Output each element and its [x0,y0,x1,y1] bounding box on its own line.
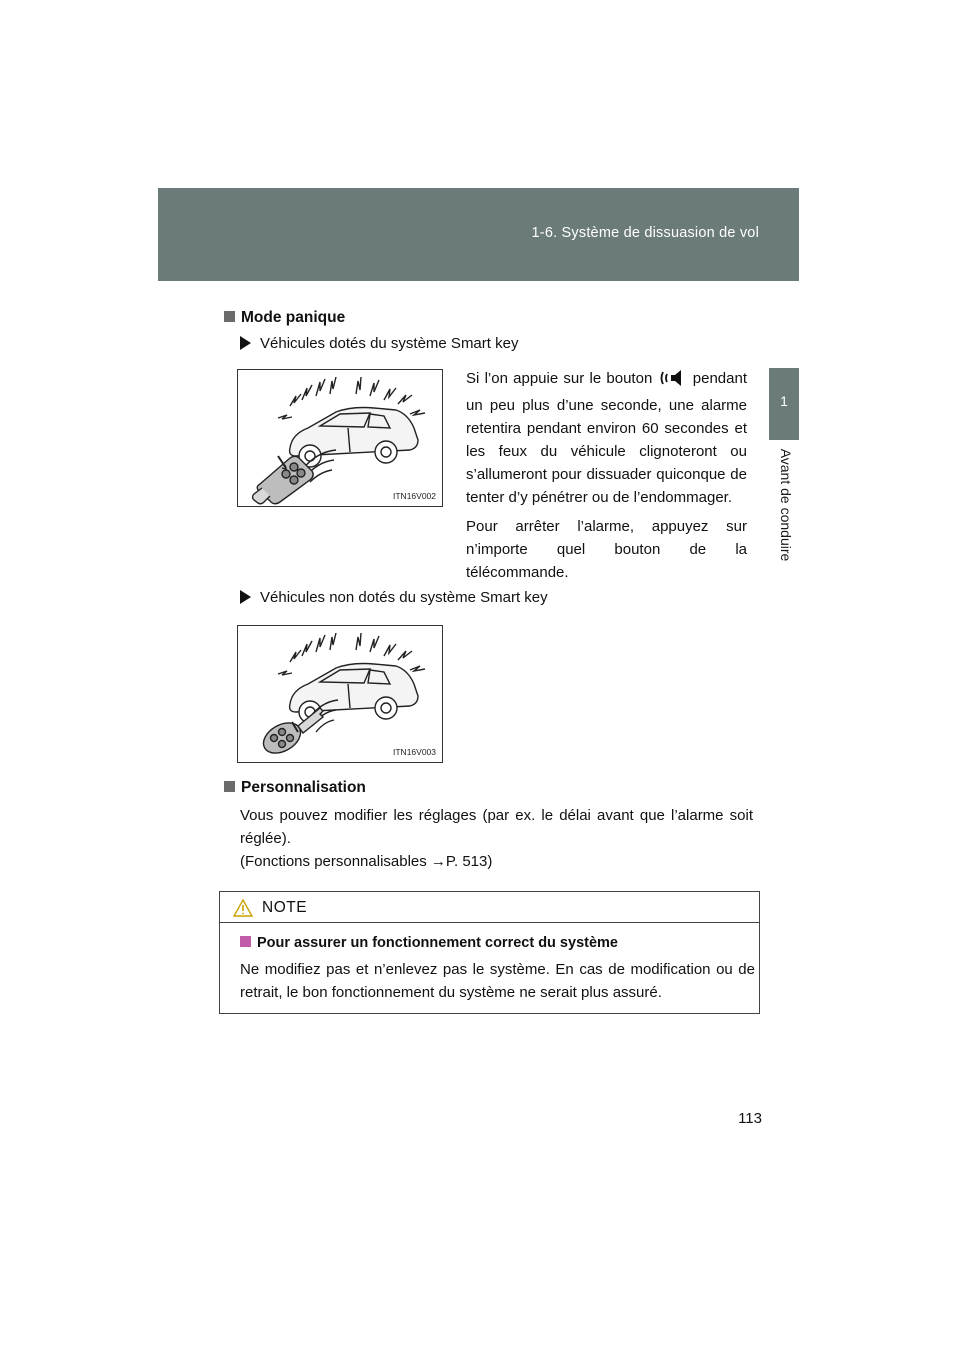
bullet-no-smart-key [240,589,548,606]
heading-text: Mode panique [241,309,346,326]
heading-personnalisation [224,779,366,797]
note-text: Ne modifiez pas et n’enlevez pas le système. En cas de modification ou de retrait, le bon fonctionnement du système ne serait plus assuré. [240,961,755,1001]
paragraph-panic-description [466,367,747,509]
cross-reference: (Fonctions personnalisables →P. 513) [240,853,493,870]
bullet-text: Véhicules non dotés du système Smart key [260,589,548,606]
figure-code: ITN16V003 [393,747,436,757]
paragraph-personnalisation: Vous pouvez modifier les réglages (par ex. le délai avant que l’alarme soit réglée). [240,807,753,847]
note-subheading-text: Pour assurer un fonctionnement correct du système [257,935,618,951]
bullet-smart-key [240,335,518,352]
note-title: NOTE [262,899,308,916]
para-text-after-icon: pendant un peu plus d’une seconde, une alarme retentira pendant environ 60 secondes et les feux du véhicule clignoteront ou s’allumeront pour dissuader quiconque de tenter d’y pénétrer ou de l’endommager. [466,370,747,506]
figure-code: ITN16V002 [393,491,436,501]
paragraph-stop-alarm: Pour arrêter l’alarme, appuyez sur n’importe quel bouton de la télécommande. [466,518,747,581]
bullet-text: Véhicules dotés du système Smart key [260,335,519,352]
warning-triangle-icon [232,898,254,923]
chapter-number: 1 [780,393,788,409]
panic-alarm-icon [660,369,686,394]
section-title: 1-6. Système de dissuasion de vol [531,225,759,241]
chapter-label: Avant de conduire [778,448,794,562]
heading-text: Personnalisation [241,779,366,796]
arrow-bullet-icon [240,336,251,350]
car-alarm-smart-key-illustration [238,370,444,508]
note-header [220,892,759,923]
car-alarm-key-illustration [238,626,444,764]
note-subheading [240,935,618,951]
note-box [219,891,760,1014]
heading-square-icon [224,781,235,792]
heading-mode-panique [224,309,345,327]
header-band [158,188,799,281]
page-number: 113 [738,1110,762,1127]
heading-square-icon [240,936,251,947]
para-text-before-icon: Si l’on appuie sur le bouton [466,370,653,387]
figure-regular-key-panic [237,625,443,763]
arrow-bullet-icon [240,590,251,604]
figure-smart-key-panic [237,369,443,507]
heading-square-icon [224,311,235,322]
